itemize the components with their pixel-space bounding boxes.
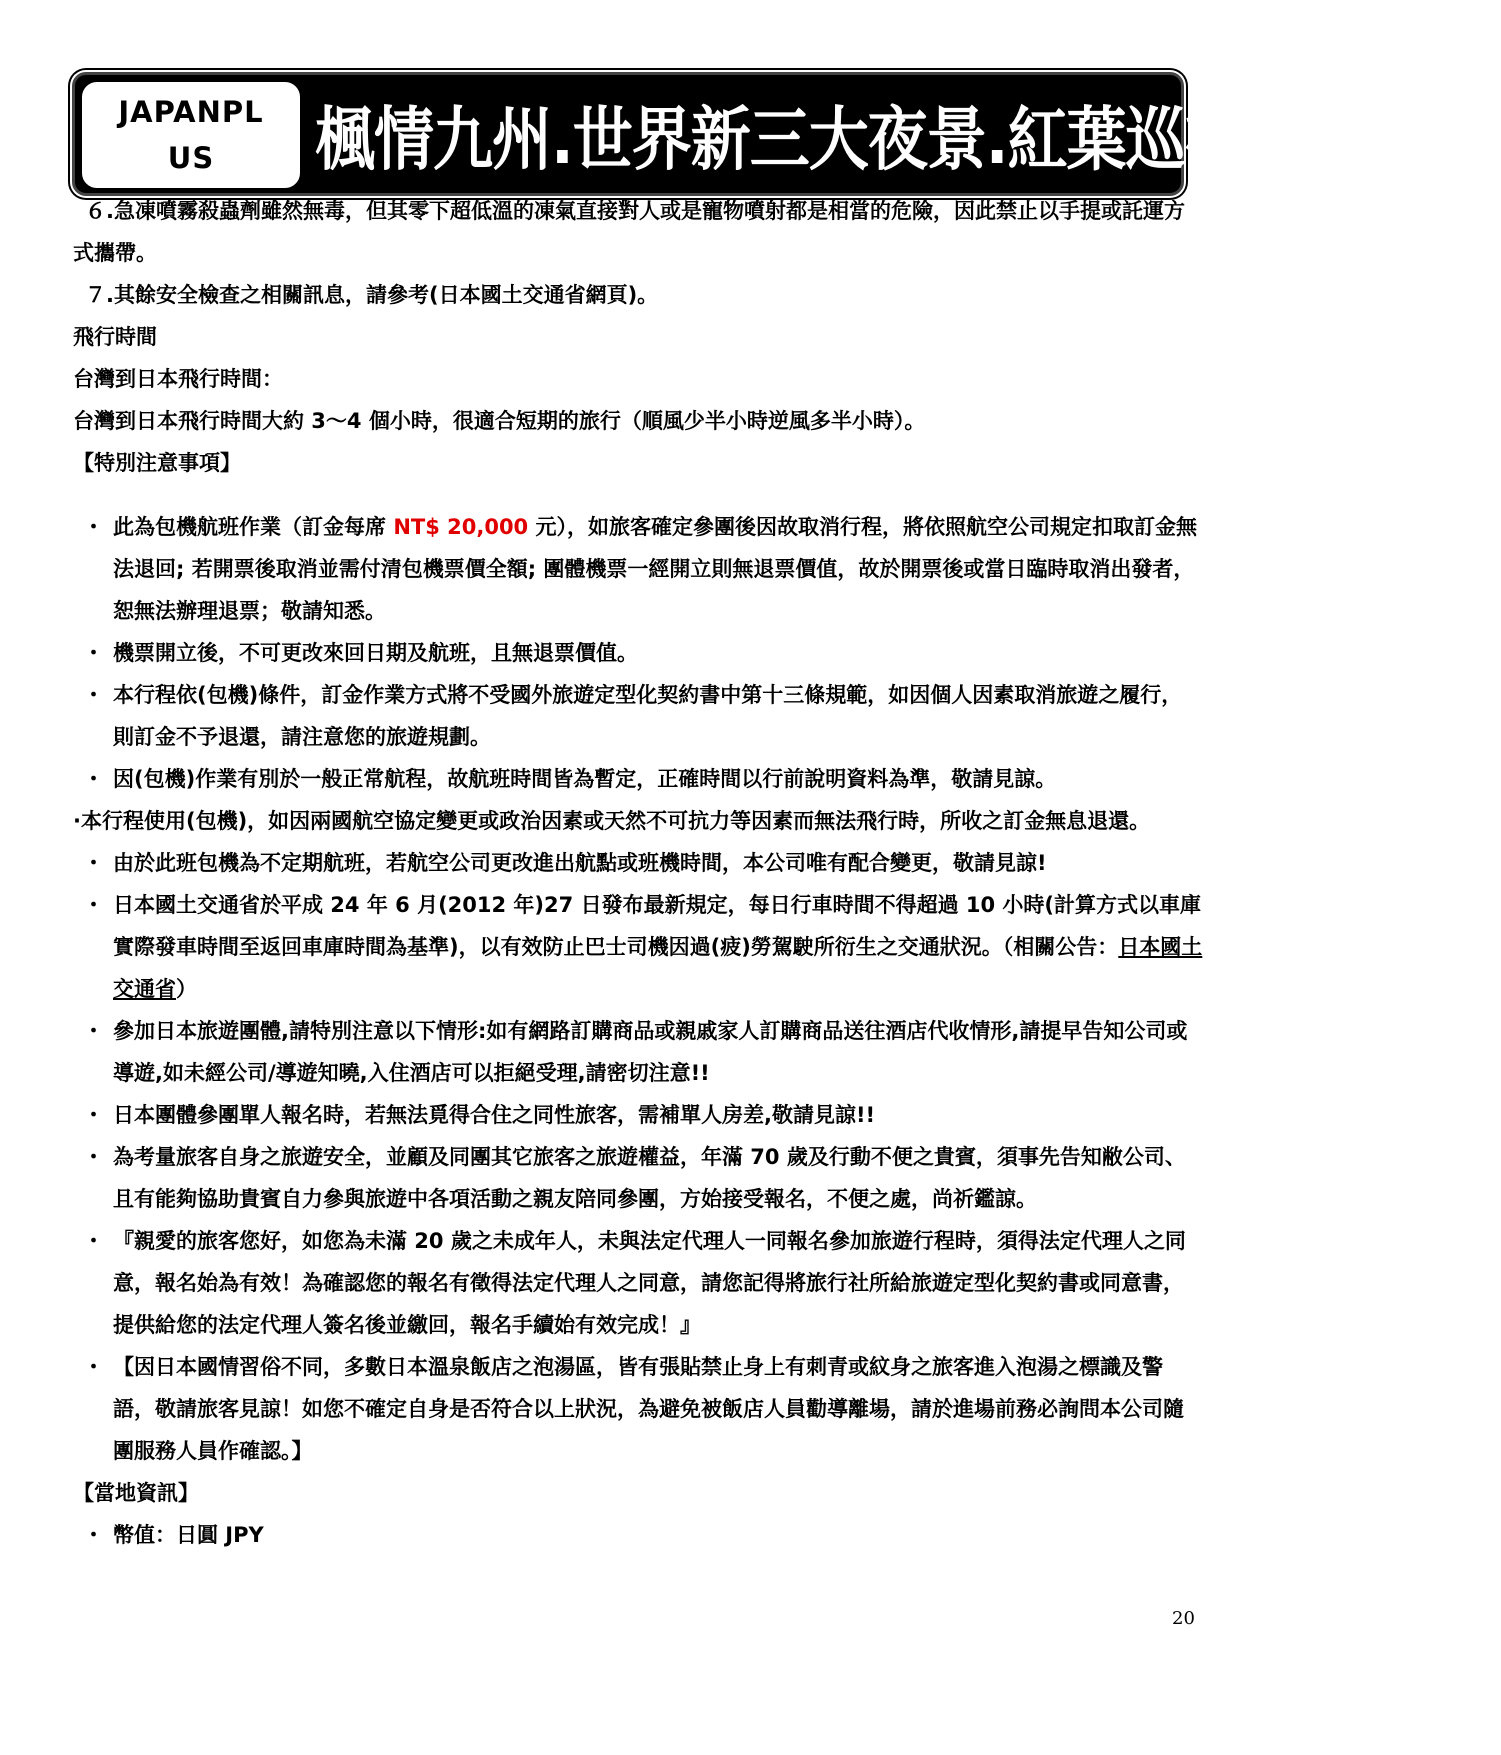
bullet-mark: ・ bbox=[83, 641, 104, 665]
notice-text: 此為包機航班作業（訂金每席 bbox=[113, 515, 394, 539]
notice-text: 參加日本旅遊團體,請特別注意以下情形:如有網路訂購商品或親戚家人訂購商品送往酒店代收情形,請提早告知公司或導遊,如未經公司/導遊知曉,入住酒店可以拒絕受理,請密切注意!! bbox=[113, 1019, 1188, 1085]
notice-text: ） bbox=[176, 977, 197, 1001]
notice-text: 由於此班包機為不定期航班，若航空公司更改進出航點或班機時間，本公司唯有配合變更，敬請見諒! bbox=[113, 851, 1047, 875]
notice-item-hotel-delivery bbox=[73, 1010, 1203, 1094]
intro-item-6: ６.急凍噴霧殺蟲劑雖然無毒，但其零下超低溫的凍氣直接對人或是寵物噴射都是相當的危險，因此禁止以手提或託運方式攜帶。 bbox=[73, 199, 1185, 265]
notice-item-contract bbox=[73, 674, 1203, 758]
local-info-heading: 【當地資訊】 bbox=[73, 1481, 199, 1505]
logo-box bbox=[79, 79, 303, 191]
document-body bbox=[73, 190, 1203, 1556]
bullet-mark: ・ bbox=[83, 1019, 104, 1043]
notice-item-minor bbox=[73, 1220, 1203, 1346]
special-notice-heading: 【特別注意事項】 bbox=[73, 451, 241, 475]
bullet-mark: ・ bbox=[83, 1523, 104, 1547]
notice-text: 為考量旅客自身之旅遊安全，並顧及同團其它旅客之旅遊權益，年滿 70 歲及行動不便之貴賓，須事先告知敝公司、且有能夠協助貴賓自力參與旅遊中各項活動之親友陪同參團，方始接受報名，不便之處，尚祈鑑諒。 bbox=[113, 1145, 1186, 1211]
bullet-mark: ・ bbox=[83, 1229, 104, 1253]
notice-text: 【因日本國情習俗不同，多數日本溫泉飯店之泡湯區，皆有張貼禁止身上有刺青或紋身之旅客進入泡湯之標識及警語，敬請旅客見諒！如您不確定自身是否符合以上狀況，為避免被飯店人員勸導離場，請於進場前務必詢問本公司隨團服務人員作確認。】 bbox=[113, 1355, 1184, 1463]
notice-item-tattoo bbox=[73, 1346, 1203, 1472]
notice-text: 『親愛的旅客您好，如您為未滿 20 歲之未成年人，未與法定代理人一同報名參加旅遊行程時，須得法定代理人之同意，報名始為有效！為確認您的報名有徵得法定代理人之同意，請您記得將旅行社所給旅遊定型化契約書或同意書，提供給您的法定代理人簽名後並繳回，報名手續始有效完成！』 bbox=[113, 1229, 1186, 1337]
bullet-mark: ・ bbox=[83, 1355, 104, 1379]
document-title: 楓情九州.世界新三大夜景.紅葉巡禮.溫泉五日 bbox=[315, 99, 1501, 180]
notice-text: 因(包機)作業有別於一般正常航程，故航班時間皆為暫定，正確時間以行前說明資料為準，敬請見諒。 bbox=[113, 767, 1057, 791]
local-info-currency bbox=[73, 1514, 1203, 1556]
deposit-amount: NT$ 20,000 bbox=[393, 515, 529, 539]
notice-text: 機票開立後，不可更改來回日期及航班，且無退票價值。 bbox=[113, 641, 638, 665]
mlit-link[interactable]: 日本國土交通省 bbox=[113, 935, 1203, 1001]
notice-item-refund: ·本行程使用(包機)，如因兩國航空協定變更或政治因素或天然不可抗力等因素而無法飛行時，所收之訂金無息退還。 bbox=[73, 809, 1151, 833]
notice-text: 日本團體參團單人報名時，若無法覓得合住之同性旅客，需補單人房差,敬請見諒!! bbox=[113, 1103, 876, 1127]
bullet-mark: ・ bbox=[83, 767, 104, 791]
bullet-mark: ・ bbox=[83, 1103, 104, 1127]
page-number: 20 bbox=[1172, 1608, 1195, 1629]
spacer bbox=[73, 484, 1203, 506]
logo-text: JAPANPLUS bbox=[118, 95, 264, 175]
notice-item-driving-hours bbox=[73, 884, 1203, 1010]
notice-text: 元），如旅客確定參團後因故取消行程，將依照航空公司規定扣取訂金無法退回; 若開票後取消並需付清包機票價全額; 團體機票一經開立則無退票價值，故於開票後或當日臨時取消出發者，恕無法辦理退票；敬請知悉。 bbox=[113, 515, 1197, 623]
notice-item-deposit bbox=[73, 506, 1203, 632]
notice-item-schedule bbox=[73, 758, 1203, 800]
currency-text: 幣值：日圓 JPY bbox=[113, 1523, 264, 1547]
flight-time-subheading: 台灣到日本飛行時間： bbox=[73, 367, 283, 391]
notice-item-senior bbox=[73, 1136, 1203, 1220]
bullet-mark: ・ bbox=[83, 683, 104, 707]
bullet-mark: ・ bbox=[83, 893, 104, 917]
notice-item-single-room bbox=[73, 1094, 1203, 1136]
notice-text: 日本國土交通省於平成 24 年 6 月(2012 年)27 日發布最新規定，每日行車時間不得超過 10 小時(計算方式以車庫實際發車時間至返回車庫時間為基準)，以有效防止巴士司機因過(疲)勞駕駛所衍生之交通狀況。（相關公告： bbox=[113, 893, 1202, 959]
flight-time-text: 台灣到日本飛行時間大約 3～4 個小時，很適合短期的旅行（順風少半小時逆風多半小時）。 bbox=[73, 409, 926, 433]
notice-item-flight-change bbox=[73, 842, 1203, 884]
notice-text: 本行程依(包機)條件，訂金作業方式將不受國外旅遊定型化契約書中第十三條規範，如因個人因素取消旅遊之履行，則訂金不予退還，請注意您的旅遊規劃。 bbox=[113, 683, 1183, 749]
bullet-mark: ・ bbox=[83, 851, 104, 875]
notice-item-ticket bbox=[73, 632, 1203, 674]
header-banner bbox=[72, 72, 1501, 196]
bullet-mark: ・ bbox=[83, 1145, 104, 1169]
intro-item-7: ７.其餘安全檢查之相關訊息，請參考(日本國土交通省網頁)。 bbox=[85, 283, 659, 307]
bullet-mark: ・ bbox=[83, 515, 104, 539]
flight-time-heading: 飛行時間 bbox=[73, 325, 157, 349]
